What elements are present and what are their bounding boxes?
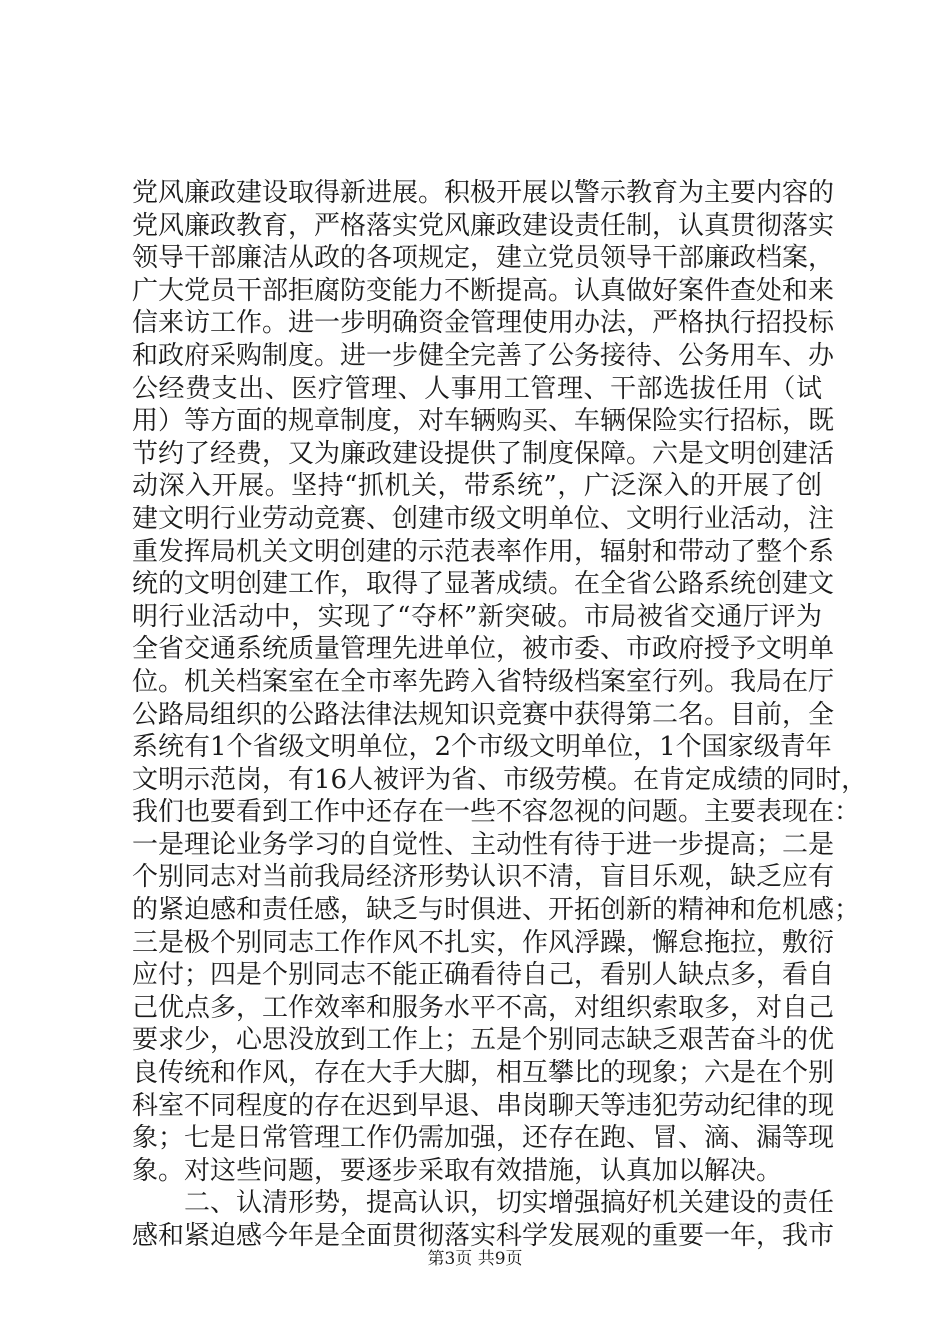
page-number-footer: 第3页 共9页 — [427, 1249, 523, 1269]
text-line: 个别同志对当前我局经济形势认识不清，盲目乐观，缺乏应有 — [132, 862, 835, 893]
text-line: 领导干部廉洁从政的各项规定，建立党员领导干部廉政档案， — [132, 243, 835, 274]
text-line: 我们也要看到工作中还存在一些不容忽视的问题。主要表现在： — [132, 797, 861, 828]
text-line: 一是理论业务学习的自觉性、主动性有待于进一步提高；二是 — [132, 829, 835, 860]
text-line: 党风廉政教育，严格落实党风廉政建设责任制，认真贯彻落实 — [132, 210, 835, 241]
text-line: 广大党员干部拒腐防变能力不断提高。认真做好案件查处和来 — [132, 275, 835, 306]
text-line: 节约了经费，又为廉政建设提供了制度保障。六是文明创建活 — [132, 438, 835, 469]
section-heading-line: 二、认清形势，提高认识，切实增强搞好机关建设的责任 — [184, 1188, 835, 1219]
text-line: 的紧迫感和责任感，缺乏与时俱进、开拓创新的精神和危机感； — [132, 895, 861, 926]
text-line: 用）等方面的规章制度，对车辆购买、车辆保险实行招标，既 — [132, 406, 835, 437]
text-line: 象；七是日常管理工作仍需加强，还存在跑、冒、滴、漏等现 — [132, 1123, 835, 1154]
text-line: 动深入开展。坚持“抓机关，带系统”，广泛深入的开展了创 — [132, 471, 822, 502]
text-line: 己优点多，工作效率和服务水平不高，对组织索取多，对自己 — [132, 992, 835, 1023]
text-line: 明行业活动中，实现了“夺杯”新突破。市局被省交通厅评为 — [132, 601, 822, 632]
text-line: 象。对这些问题，要逐步采取有效措施，认真加以解决。 — [132, 1155, 783, 1186]
text-line: 和政府采购制度。进一步健全完善了公务接待、公务用车、办 — [132, 340, 835, 371]
text-line: 统的文明创建工作，取得了显著成绩。在全省公路系统创建文 — [132, 569, 835, 600]
text-line: 建文明行业劳动竞赛、创建市级文明单位、文明行业活动，注 — [132, 503, 835, 534]
text-line: 信来访工作。进一步明确资金管理使用办法，严格执行招投标 — [132, 308, 835, 339]
text-line: 科室不同程度的存在迟到早退、串岗聊天等违犯劳动纪律的现 — [132, 1090, 835, 1121]
text-line: 要求少，心思没放到工作上；五是个别同志缺乏艰苦奋斗的优 — [132, 1025, 835, 1056]
text-line: 文明示范岗，有16人被评为省、市级劳模。在肯定成绩的同时， — [132, 764, 868, 795]
text-line: 重发挥局机关文明创建的示范表率作用，辐射和带动了整个系 — [132, 536, 835, 567]
paragraph-2 — [132, 1187, 835, 1252]
text-line: 全省交通系统质量管理先进单位，被市委、市政府授予文明单 — [132, 634, 835, 665]
text-line: 系统有1个省级文明单位，2个市级文明单位，1个国家级青年 — [132, 732, 832, 763]
text-line: 位。机关档案室在全市率先跨入省特级档案室行列。我局在厅 — [132, 666, 835, 697]
text-line: 公路局组织的公路法律法规知识竞赛中获得第二名。目前，全 — [132, 699, 835, 730]
text-line: 公经费支出、医疗管理、人事用工管理、干部选拔任用（试 — [132, 373, 822, 404]
text-line: 感和紧迫感今年是全面贯彻落实科学发展观的重要一年，我市 — [132, 1221, 835, 1251]
text-line: 党风廉政建设取得新进展。积极开展以警示教育为主要内容的 — [132, 178, 835, 208]
text-line: 三是极个别同志工作作风不扎实，作风浮躁，懈怠拖拉，敷衍 — [132, 927, 835, 958]
text-line: 应付；四是个别同志不能正确看待自己，看别人缺点多，看自 — [132, 960, 835, 991]
paragraph-1 — [132, 177, 868, 1187]
text-line: 良传统和作风，存在大手大脚，相互攀比的现象；六是在个别 — [132, 1058, 835, 1089]
body-text — [132, 177, 868, 1253]
